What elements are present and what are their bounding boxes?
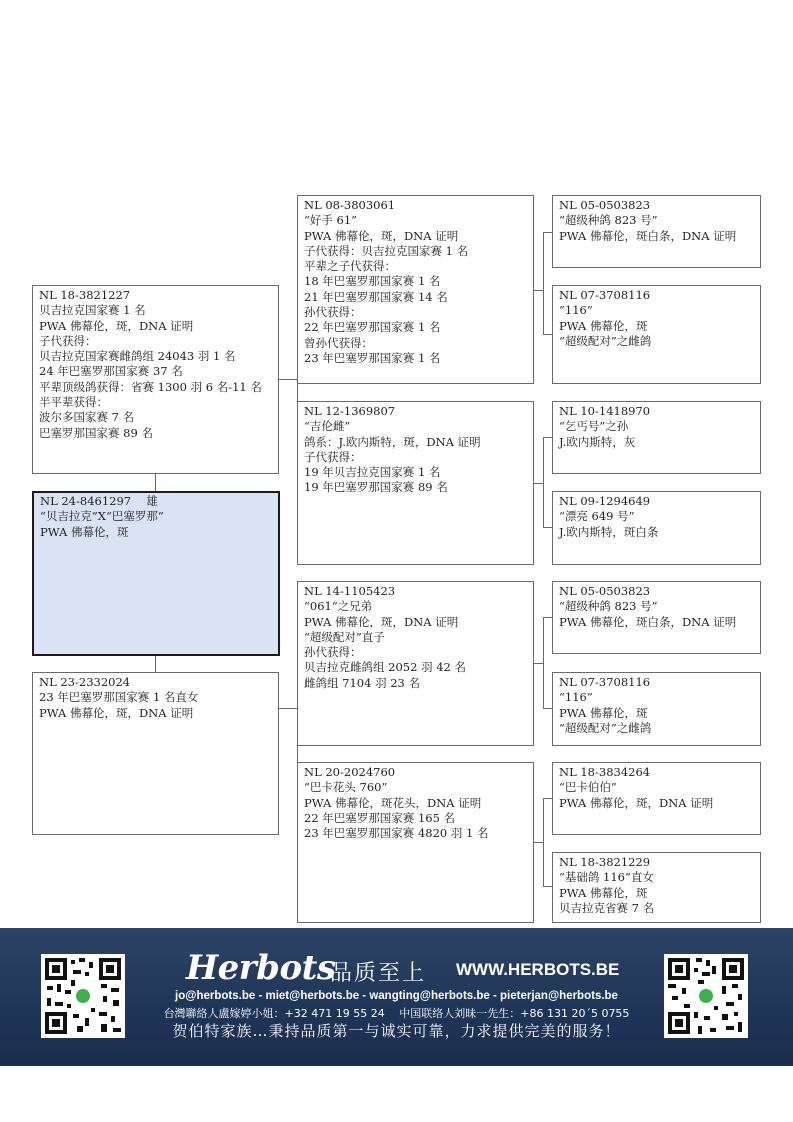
connector [543,437,544,528]
subject-card [32,491,280,656]
info-line: “超级种鸽 823 号” [559,213,658,228]
connector [533,483,543,484]
connector [543,232,552,233]
dam-sire-dam-card [552,672,761,746]
info-line: J.欧内斯特，斑白条 [559,524,659,539]
info-line: “061”之兄弟 [304,599,373,614]
sire-sire-dam-card [552,285,761,384]
info-line: 波尔多国家赛 7 名 [39,410,135,425]
info-line: 子代获得： [39,333,97,348]
info-line: PWA 佛幕伦，斑白条，DNA 证明 [559,228,737,243]
connector [533,663,543,664]
info-line: PWA 佛幕伦，斑，DNA 证明 [559,795,714,810]
info-line: “贝吉拉克”X“巴塞罗那” [40,509,164,524]
sire-sire-card [297,195,534,384]
info-line: 贝吉拉克国家赛雌鸽组 24043 羽 1 名 [39,349,236,364]
ring-number: NL 07-3708116 [559,288,651,302]
info-line: 22 年巴塞罗那国家赛 165 名 [304,810,456,825]
info-line: “好手 61” [304,213,358,228]
dam-dam-dam-card [552,852,761,923]
info-line: 22 年巴塞罗那国家赛 1 名 [304,320,441,335]
info-line: 23 年巴塞罗那国家赛 1 名直女 [39,690,199,705]
brand-row [170,948,630,988]
info-line: “超级配对”之雌鸽 [559,720,652,735]
info-line: “漂亮 649 号” [559,509,635,524]
website-link[interactable]: WWW.HERBOTS.BE [456,960,620,979]
info-line: 鸽系：J.欧内斯特，斑，DNA 证明 [304,434,481,449]
connector [543,617,544,709]
connector [543,437,552,438]
connector [543,798,552,799]
info-line: 18 年巴塞罗那国家赛 1 名 [304,274,441,289]
info-line: 平辈顶级鸽获得：省赛 1300 羽 6 名-11 名 [39,379,262,394]
slogan: 品质至上 [330,961,427,986]
connector [278,379,297,380]
info-line: 21 年巴塞罗那国家赛 14 名 [304,289,448,304]
dam-sire-card [297,581,534,746]
info-line: 贝吉拉克雌鸽组 2052 羽 42 名 [304,660,467,675]
connector [543,232,544,335]
info-line: PWA 佛幕伦，斑白条，DNA 证明 [559,614,737,629]
sire-dam-card [297,401,534,565]
connector [543,708,552,709]
sire-dam-dam-card [552,491,761,565]
info-line: “吉伦雌” [304,419,351,434]
dam-card [32,672,279,835]
info-line: PWA 佛幕伦，斑花头，DNA 证明 [304,795,482,810]
ring-number: NL 18-3821227 [39,288,131,302]
ring-number: NL 12-1369807 [304,404,396,418]
info-line: 雌鸽组 7104 羽 23 名 [304,675,421,690]
ring-number: NL 08-3803061 [304,198,396,212]
info-line: PWA 佛幕伦，斑 [559,318,648,333]
dam-sire-sire-card [552,581,761,654]
info-line: PWA 佛幕伦，斑 [559,885,648,900]
info-line: 23 年巴塞罗那国家赛 1 名 [304,350,441,365]
wechat-qr-code[interactable] [664,954,748,1038]
ring-number: NL 20-2024760 [304,765,396,779]
info-line: 半平辈获得： [39,395,108,410]
ring-number: NL 05-0503823 [559,198,651,212]
info-line: “116” [559,303,593,318]
ring-number: NL 10-1418970 [559,404,651,418]
dam-dam-card [297,762,534,923]
herbots-logo: Herbots [186,948,336,988]
info-line: “巴卡花头 760” [304,780,388,795]
info-line: PWA 佛幕伦，斑，DNA 证明 [39,705,194,720]
connector [533,842,543,843]
ring-number: NL 14-1105423 [304,584,396,598]
info-line: 孙代获得： [304,645,362,660]
info-line: “超级配对”直子 [304,629,385,644]
connector [543,527,552,528]
tagline: 贺伯特家族…秉持品质第一与诚实可靠，力求提供完美的服务！ [172,1022,621,1040]
sire-dam-sire-card [552,401,761,474]
ring-number: NL 05-0503823 [559,584,651,598]
info-line: “基础鸽 116”直女 [559,870,654,885]
ring-number: NL 18-3821229 [559,855,651,869]
info-line: “巴卡伯伯” [559,780,617,795]
info-line: “116” [559,690,593,705]
info-line: J.欧内斯特，灰 [559,434,636,449]
connector [155,655,156,673]
info-line: “超级配对”之雌鸽 [559,333,652,348]
ring-number: NL 09-1294649 [559,494,651,508]
info-line: 贝吉拉克国家赛 1 名 [39,303,146,318]
info-line: 24 年巴塞罗那国家赛 37 名 [39,364,183,379]
info-line: 平辈之子代获得： [304,259,396,274]
email-list[interactable]: jo@herbots.be - miet@herbots.be - wangting@herbots.be - pieterjan@herbots.be [175,990,618,1002]
connector [543,617,552,618]
dam-dam-sire-card [552,762,761,835]
info-line: 子代获得： [304,449,362,464]
info-line: PWA 佛幕伦，斑，DNA 证明 [39,318,194,333]
info-line: 曾孙代获得： [304,335,373,350]
info-line: PWA 佛幕伦，斑 [40,524,129,539]
info-line: 子代获得：贝吉拉克国家赛 1 名 [304,243,469,258]
info-line: PWA 佛幕伦，斑，DNA 证明 [304,228,459,243]
info-line: 19 年贝吉拉克国家赛 1 名 [304,465,441,480]
ring-number: NL 07-3708116 [559,675,651,689]
connector [155,474,156,492]
connector [533,290,543,291]
ring-number: NL 24-8461297 雄 [40,494,158,508]
info-line: 19 年巴塞罗那国家赛 89 名 [304,480,448,495]
info-line: “乞丐号”之孙 [559,419,629,434]
connector [543,334,552,335]
info-line: “超级种鸽 823 号” [559,599,658,614]
connector [543,886,552,887]
info-line: 巴塞罗那国家赛 89 名 [39,425,153,440]
sire-sire-sire-card [552,195,761,268]
ring-number: NL 23-2332024 [39,675,131,689]
sire-card [32,285,279,474]
info-line: PWA 佛幕伦，斑，DNA 证明 [304,614,459,629]
info-line: PWA 佛幕伦，斑 [559,705,648,720]
footer-banner [0,928,793,1066]
connector [543,798,544,887]
info-line: 孙代获得： [304,305,362,320]
connector [278,708,297,709]
info-line: 23 年巴塞罗那国家赛 4820 羽 1 名 [304,826,489,841]
info-line: 贝吉拉克省赛 7 名 [559,900,655,915]
ring-number: NL 18-3834264 [559,765,651,779]
contact-numbers: 台灣聯絡人盧嫁婷小姐：+32 471 19 55 24 中国联络人刘昧一先生：+86 131 20´5 0755 [163,1007,630,1020]
